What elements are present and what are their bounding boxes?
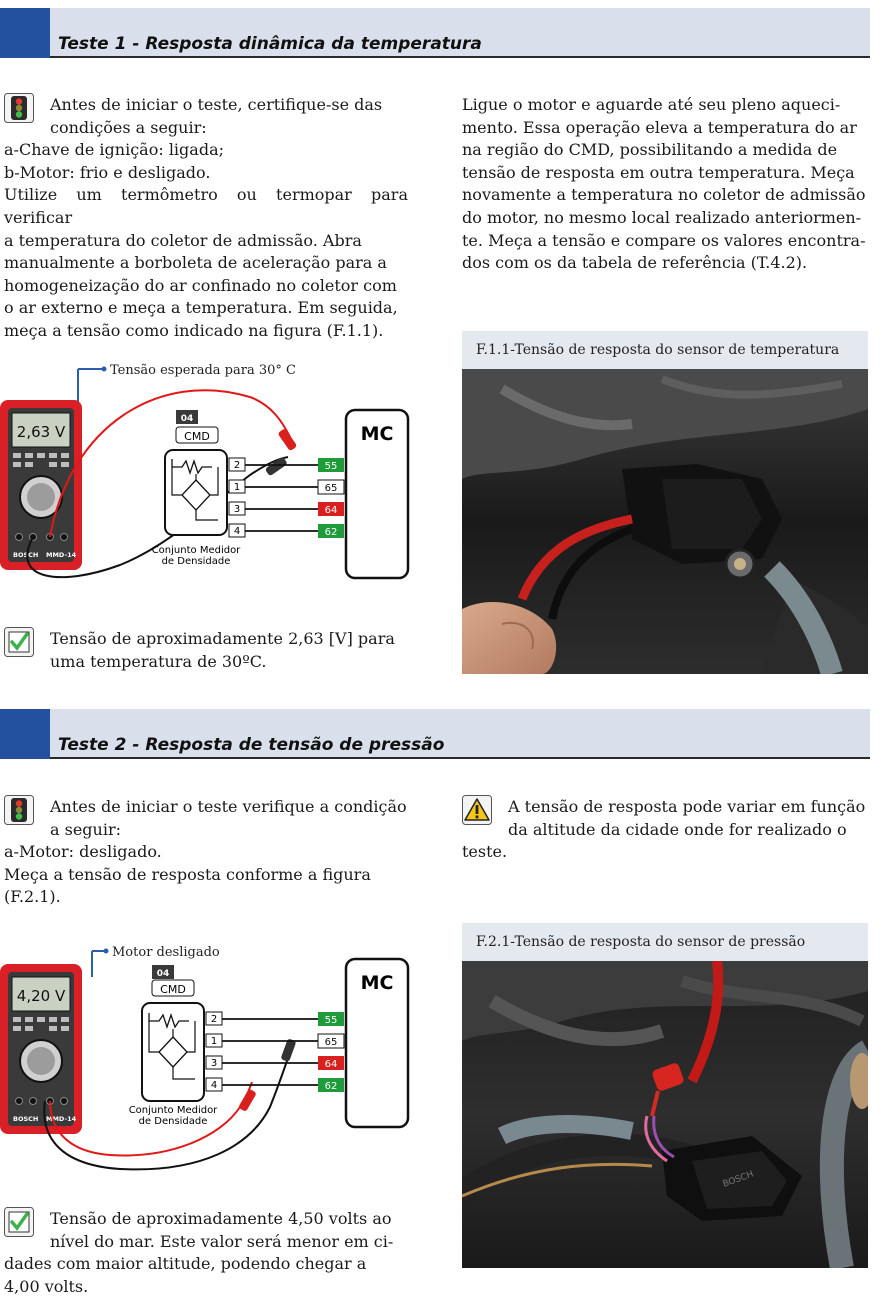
test1-right-line: tensão de resposta em outra temperatura. Meça <box>462 162 855 182</box>
test1-body-line: meça a tensão como indicado na figura (F.1.1). <box>4 320 384 340</box>
wiring-diagram-test1 <box>0 355 420 595</box>
pin-label: 1 <box>210 1036 218 1047</box>
test1-right-line: dos com os da tabela de referência (T.4.2). <box>462 253 808 273</box>
section-title-test1: Teste 1 - Resposta dinâmica da temperatura <box>58 34 482 54</box>
module-caption: Conjunto Medidor <box>151 545 241 556</box>
terminal-label: 64 <box>324 1059 338 1070</box>
header-rule <box>50 56 870 58</box>
module-caption: de Densidade <box>161 556 231 567</box>
pin-row <box>206 1056 318 1069</box>
section-header-test2 <box>0 709 870 759</box>
terminal-label: 62 <box>324 1081 338 1092</box>
header-accent-block <box>0 709 50 759</box>
test1-right-line: Ligue o motor e aguarde até seu pleno aqueci- <box>462 95 841 114</box>
test1-intro-line: Antes de iniciar o teste, certifique-se das <box>50 95 383 114</box>
test2-warning-line: da altitude da cidade onde for realizado o <box>508 819 847 839</box>
pin-label: 4 <box>210 1080 218 1091</box>
test1-intro-line: condições a seguir: <box>50 117 207 137</box>
cmd-module <box>152 410 241 567</box>
pin-row <box>229 524 318 537</box>
section-title-test2: Teste 2 - Resposta de tensão de pressão <box>58 735 445 755</box>
terminal-55 <box>318 1012 344 1026</box>
meter-brand: BOSCH <box>13 551 39 559</box>
test2-warning-line: A tensão de resposta pode variar em função <box>508 797 866 816</box>
sensor-photo-pressure <box>462 961 868 1268</box>
terminal-label: 65 <box>324 483 338 494</box>
pin-row <box>229 502 318 515</box>
test2-warning-line: teste. <box>462 842 508 862</box>
terminal-64 <box>318 1056 344 1070</box>
terminal-62 <box>318 524 344 538</box>
callout-label: Tensão esperada para 30° C <box>110 363 296 378</box>
black-probe-tip <box>265 456 288 476</box>
meter-brand: BOSCH <box>13 1115 39 1123</box>
module-badge: 04 <box>156 969 170 979</box>
meter-reading: 4,20 V <box>16 987 66 1005</box>
test2-result <box>4 1208 408 1298</box>
test1-right-line: novamente a temperatura no coletor de admissão <box>462 185 866 205</box>
terminal-label: 55 <box>324 461 338 472</box>
pin-row <box>206 1078 318 1091</box>
pin-row <box>229 480 318 493</box>
test1-right-line: mento. Essa operação eleva a temperatura do ar <box>462 117 857 137</box>
svg-text:BOSCH: BOSCH <box>721 1169 755 1190</box>
test1-right-text <box>462 94 868 275</box>
test1-intro <box>4 94 408 343</box>
test2-warning <box>462 796 868 864</box>
cmd-module <box>129 965 218 1127</box>
terminal-label: 62 <box>324 527 338 538</box>
pin-label: 3 <box>210 1058 218 1069</box>
test1-condition: a-Chave de ignição: ligada; <box>4 140 224 160</box>
test1-body-line: Utilize um termômetro ou termopar para verificar <box>4 185 408 227</box>
callout-dot <box>104 949 109 954</box>
test1-result <box>4 628 408 673</box>
temperature-sensor-photo <box>462 369 868 674</box>
figure-caption-f21: F.2.1-Tensão de resposta do sensor de pressão <box>462 923 868 961</box>
callout-label: Motor desligado <box>112 945 220 960</box>
test1-right-line: na região do CMD, possibilitando a medida de <box>462 140 838 160</box>
test2-result-line: Tensão de aproximadamente 4,50 volts ao <box>50 1209 392 1228</box>
test1-result-line: Tensão de aproximadamente 2,63 [V] para <box>50 629 395 648</box>
test2-intro-line: a seguir: <box>50 819 122 839</box>
ecu-label: MC <box>360 972 394 994</box>
callout-dot <box>102 367 107 372</box>
test2-body-line: (F.2.1). <box>4 887 61 907</box>
test2-result-line: dades com maior altitude, podendo chegar a <box>4 1254 367 1274</box>
test1-right-line: te. Meça a tensão e compare os valores encontra- <box>462 230 866 250</box>
test2-intro <box>4 796 408 909</box>
multimeter <box>0 400 82 570</box>
test1-body-line: manualmente a borboleta de aceleração para a <box>4 253 387 273</box>
pin-row <box>206 1012 318 1025</box>
test2-result-line: nível do mar. Este valor será menor em ci- <box>50 1231 394 1251</box>
sensor-photo-temperature <box>462 369 868 674</box>
pressure-sensor-photo <box>462 961 868 1268</box>
meter-reading: 2,63 V <box>16 423 66 441</box>
pin-label: 2 <box>210 1014 218 1025</box>
section-header-test1 <box>0 8 870 58</box>
test1-condition: b-Motor: frio e desligado. <box>4 162 211 182</box>
terminal-62 <box>318 1078 344 1092</box>
ecu-label: MC <box>360 423 394 445</box>
terminal-label: 65 <box>324 1037 338 1048</box>
module-name: CMD <box>184 430 210 443</box>
pin-label: 2 <box>233 460 241 471</box>
meter-model: MMD-14 <box>46 551 77 559</box>
test1-body-line: o ar externo e meça a temperatura. Em seguida, <box>4 298 398 318</box>
test1-body-line: a temperatura do coletor de admissão. Abra <box>4 230 362 250</box>
figure-caption-f11: F.1.1-Tensão de resposta do sensor de temperatura <box>462 331 868 369</box>
header-rule <box>50 757 870 759</box>
terminal-64 <box>318 502 344 516</box>
terminal-label: 64 <box>324 505 338 516</box>
module-caption: de Densidade <box>138 1116 208 1127</box>
test2-body-line: Meça a tensão de resposta conforme a figura <box>4 864 371 884</box>
multimeter <box>0 964 82 1134</box>
header-accent-block <box>0 8 50 58</box>
test1-result-line: uma temperatura de 30ºC. <box>50 651 267 671</box>
module-name: CMD <box>160 983 186 996</box>
wiring-diagram-test2 <box>0 937 420 1177</box>
test1-body-line: homogeneização do ar confinado no coletor com <box>4 275 397 295</box>
red-probe-tip <box>238 1088 257 1112</box>
pin-row <box>206 1034 318 1047</box>
terminal-label: 55 <box>324 1015 338 1026</box>
module-badge: 04 <box>180 414 194 424</box>
test2-condition: a-Motor: desligado. <box>4 842 162 862</box>
terminal-55 <box>318 458 344 472</box>
test2-intro-line: Antes de iniciar o teste verifique a condição <box>50 797 407 816</box>
meter-model: MMD-14 <box>46 1115 77 1123</box>
terminal-65 <box>318 480 344 494</box>
test2-result-line: 4,00 volts. <box>4 1276 89 1296</box>
pin-label: 3 <box>233 504 241 515</box>
module-caption: Conjunto Medidor <box>128 1105 218 1116</box>
terminal-65 <box>318 1034 344 1048</box>
pin-label: 1 <box>233 482 241 493</box>
test1-right-line: do motor, no mesmo local realizado anteriormen- <box>462 207 862 227</box>
pin-label: 4 <box>233 526 241 537</box>
